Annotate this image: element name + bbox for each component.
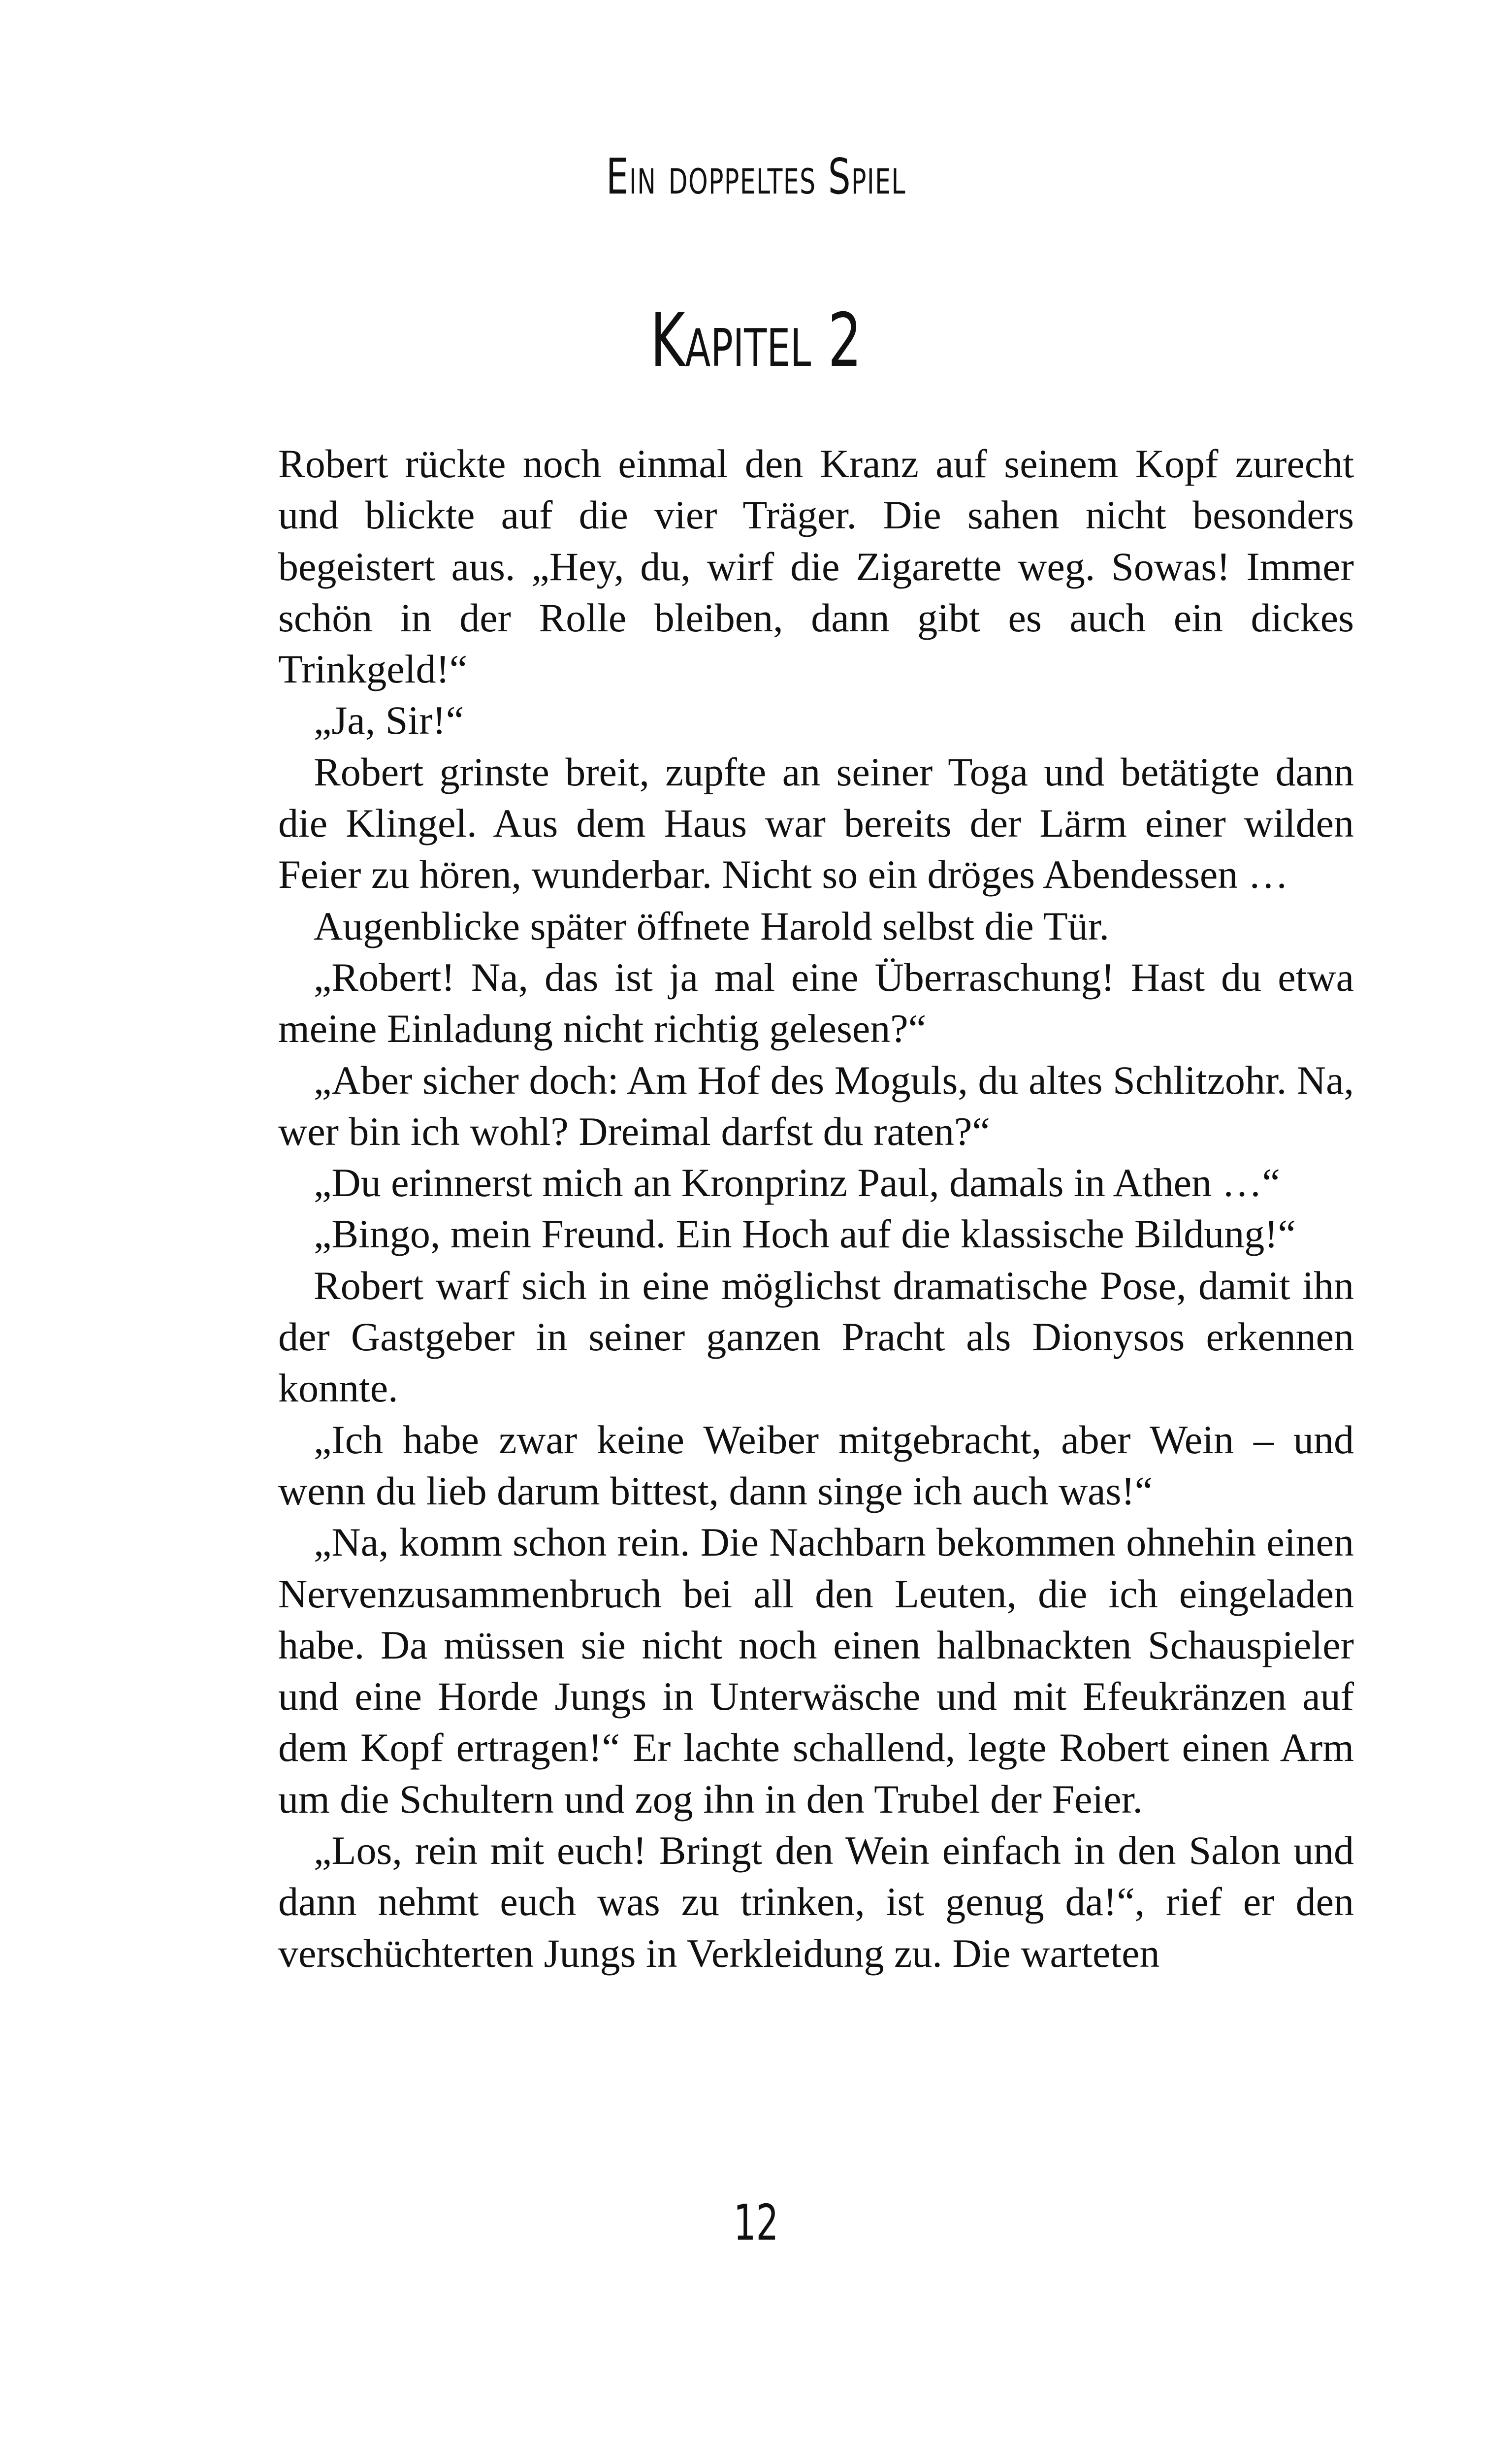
paragraph: „Ja, Sir!“ (314, 698, 464, 743)
paragraph: „Aber sicher doch: Am Hof des Moguls, du altes Schlitzohr. Na, wer bin ich wohl? Dreimal darfst du raten?“ (278, 1057, 1354, 1154)
paragraph: „Na, komm schon rein. Die Nachbarn bekommen ohnehin einen Nervenzusammenbruch bei all den Leuten, die ich eingeladen habe. Da müssen sie nicht noch einen halbnackten Schauspieler und eine Horde Jungs in Unterwäsche und mit Efeukränzen auf dem Kopf ertragen!“ Er lachte schallend, legte Robert einen Arm um die Schultern und zog ihn in den Trubel der Feier. (278, 1520, 1354, 1822)
paragraph: „Du erinnerst mich an Kronprinz Paul, damals in Athen …“ (314, 1160, 1280, 1205)
running-header: Ein doppeltes Spiel (606, 148, 906, 205)
chapter-title: Kapitel 2 (650, 298, 862, 384)
page-number: 12 (733, 2194, 779, 2251)
paragraph: Robert warf sich in eine möglichst dramatische Pose, damit ihn der Gastgeber in seiner ganzen Pracht als Dionysos erkennen konnte. (278, 1263, 1354, 1411)
paragraph: Robert rückte noch einmal den Kranz auf seinem Kopf zurecht und blickte auf die vier Träger. Die sahen nicht besonders begeistert aus. „Hey, du, wirf die Zigarette weg. Sowas! Immer schön in der Rolle bleiben, dann gibt es auch ein dickes Trinkgeld!“ (278, 441, 1354, 692)
body-text (278, 438, 1354, 1979)
paragraph: Robert grinste breit, zupfte an seiner Toga und betätigte dann die Klingel. Aus dem Haus war bereits der Lärm einer wilden Feier zu hören, wunderbar. Nicht so ein dröges Abendessen … (278, 749, 1354, 897)
paragraph: „Ich habe zwar keine Weiber mitgebracht, aber Wein – und wenn du lieb darum bittest, dann singe ich auch was!“ (278, 1417, 1354, 1513)
paragraph: Augenblicke später öffnete Harold selbst die Tür. (314, 903, 1110, 948)
paragraph: „Robert! Na, das ist ja mal eine Überraschung! Hast du etwa meine Einladung nicht richtig gelesen?“ (278, 954, 1354, 1051)
paragraph: „Los, rein mit euch! Bringt den Wein einfach in den Salon und dann nehmt euch was zu trinken, ist genug da!“, rief er den verschüchterten Jungs in Verkleidung zu. Die warteten (278, 1828, 1354, 1976)
paragraph: „Bingo, mein Freund. Ein Hoch auf die klassische Bildung!“ (314, 1211, 1296, 1257)
